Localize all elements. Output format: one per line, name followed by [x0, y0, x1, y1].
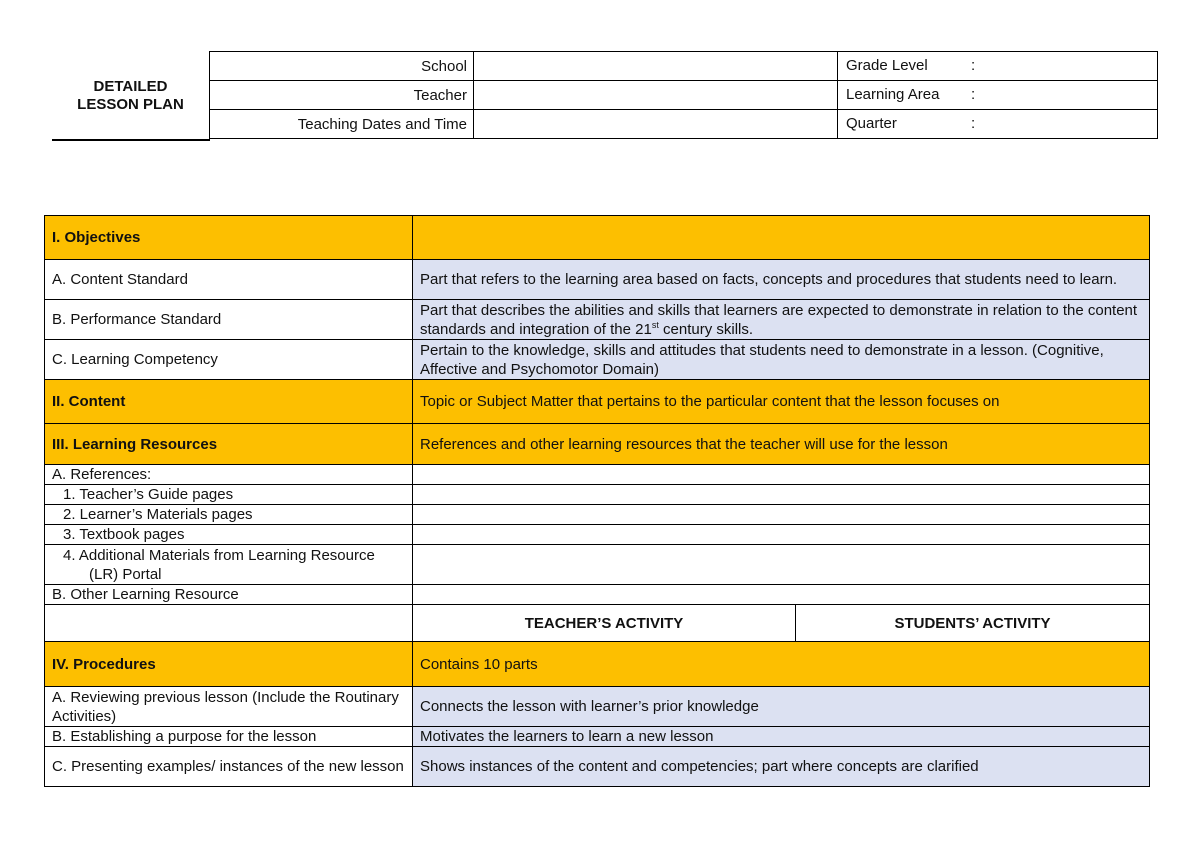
textbook-row — [45, 525, 1150, 545]
lesson-plan-table — [44, 215, 1150, 787]
learners-materials-label: 2. Learner’s Materials pages — [45, 505, 413, 525]
activity-header-blank — [45, 605, 413, 642]
procedures-heading: IV. Procedures — [45, 642, 413, 687]
teachers-guide-label: 1. Teacher’s Guide pages — [45, 485, 413, 505]
quarter-label: Quarter — [846, 115, 897, 132]
grade-level-cell[interactable] — [838, 52, 1158, 81]
dates-field[interactable] — [474, 110, 838, 139]
content-heading: II. Content — [45, 380, 413, 424]
content-standard-desc: Part that refers to the learning area based on facts, concepts and procedures that students need to learn. — [413, 260, 1150, 300]
procedures-row — [45, 642, 1150, 687]
dates-label: Teaching Dates and Time — [210, 110, 474, 139]
content-desc: Topic or Subject Matter that pertains to the particular content that the lesson focuses on — [413, 380, 1150, 424]
procedure-b-row — [45, 727, 1150, 747]
learning-area-label: Learning Area — [846, 86, 940, 103]
header-info-table — [209, 51, 1158, 139]
learning-area-cell[interactable] — [838, 81, 1158, 110]
content-standard-row — [45, 260, 1150, 300]
students-activity-header: STUDENTS’ ACTIVITY — [796, 605, 1150, 642]
procedure-c-desc: Shows instances of the content and competencies; part where concepts are clarified — [413, 747, 1150, 787]
performance-standard-row — [45, 300, 1150, 340]
quarter-cell[interactable] — [838, 110, 1158, 139]
ordinal-suffix: st — [651, 319, 659, 330]
objectives-row — [45, 216, 1150, 260]
activity-header-row — [45, 605, 1150, 642]
grade-level-label: Grade Level — [846, 57, 928, 74]
objectives-value — [413, 216, 1150, 260]
learners-materials-row — [45, 505, 1150, 525]
learning-resources-heading: III. Learning Resources — [45, 424, 413, 465]
learning-resources-desc: References and other learning resources that the teacher will use for the lesson — [413, 424, 1150, 465]
title-line-2: LESSON PLAN — [77, 95, 184, 113]
content-row — [45, 380, 1150, 424]
procedure-c-row — [45, 747, 1150, 787]
other-resource-value[interactable] — [413, 585, 1150, 605]
learning-resources-row — [45, 424, 1150, 465]
objectives-heading: I. Objectives — [45, 216, 413, 260]
school-field[interactable] — [474, 52, 838, 81]
textbook-label: 3. Textbook pages — [45, 525, 413, 545]
header-row-school — [210, 52, 1158, 81]
procedure-a-desc: Connects the lesson with learner’s prior knowledge — [413, 687, 1150, 727]
other-resource-label: B. Other Learning Resource — [45, 585, 413, 605]
learning-competency-row — [45, 340, 1150, 380]
performance-standard-label: B. Performance Standard — [45, 300, 413, 340]
references-row — [45, 465, 1150, 485]
procedure-c-label: C. Presenting examples/ instances of the new lesson — [45, 747, 413, 787]
learning-area-colon: : — [971, 86, 976, 103]
additional-materials-value[interactable] — [413, 545, 1150, 585]
performance-standard-text-end: century skills. — [658, 320, 754, 338]
header-row-dates — [210, 110, 1158, 139]
procedure-b-label: B. Establishing a purpose for the lesson — [45, 727, 413, 747]
teacher-label: Teacher — [210, 81, 474, 110]
references-label: A. References: — [45, 465, 413, 485]
textbook-value[interactable] — [413, 525, 1150, 545]
content-standard-label: A. Content Standard — [45, 260, 413, 300]
additional-materials-label: 4. Additional Materials from Learning Resource (LR) Portal — [45, 545, 413, 585]
learners-materials-value[interactable] — [413, 505, 1150, 525]
procedure-a-row — [45, 687, 1150, 727]
learning-competency-label: C. Learning Competency — [45, 340, 413, 380]
teacher-field[interactable] — [474, 81, 838, 110]
additional-materials-row — [45, 545, 1150, 585]
school-label: School — [210, 52, 474, 81]
teachers-activity-header: TEACHER’S ACTIVITY — [413, 605, 796, 642]
teachers-guide-value[interactable] — [413, 485, 1150, 505]
title-line-1: DETAILED — [93, 77, 168, 95]
teachers-guide-row — [45, 485, 1150, 505]
header-row-teacher — [210, 81, 1158, 110]
performance-standard-desc — [413, 300, 1150, 340]
grade-level-colon: : — [971, 57, 976, 74]
title-underline — [52, 139, 210, 141]
quarter-colon: : — [971, 115, 976, 132]
performance-standard-text: Part that describes the abilities and skills that learners are expected to demonstrate in relation to the content standards and integration of the 21 — [420, 301, 1138, 338]
references-value[interactable] — [413, 465, 1150, 485]
procedure-a-label: A. Reviewing previous lesson (Include the Routinary Activities) — [45, 687, 413, 727]
other-resource-row — [45, 585, 1150, 605]
procedure-b-desc: Motivates the learners to learn a new lesson — [413, 727, 1150, 747]
document-title — [52, 51, 209, 140]
procedures-desc: Contains 10 parts — [413, 642, 1150, 687]
learning-competency-desc: Pertain to the knowledge, skills and attitudes that students need to demonstrate in a lesson. (Cognitive, Affective and Psychomotor Domain) — [413, 340, 1150, 380]
